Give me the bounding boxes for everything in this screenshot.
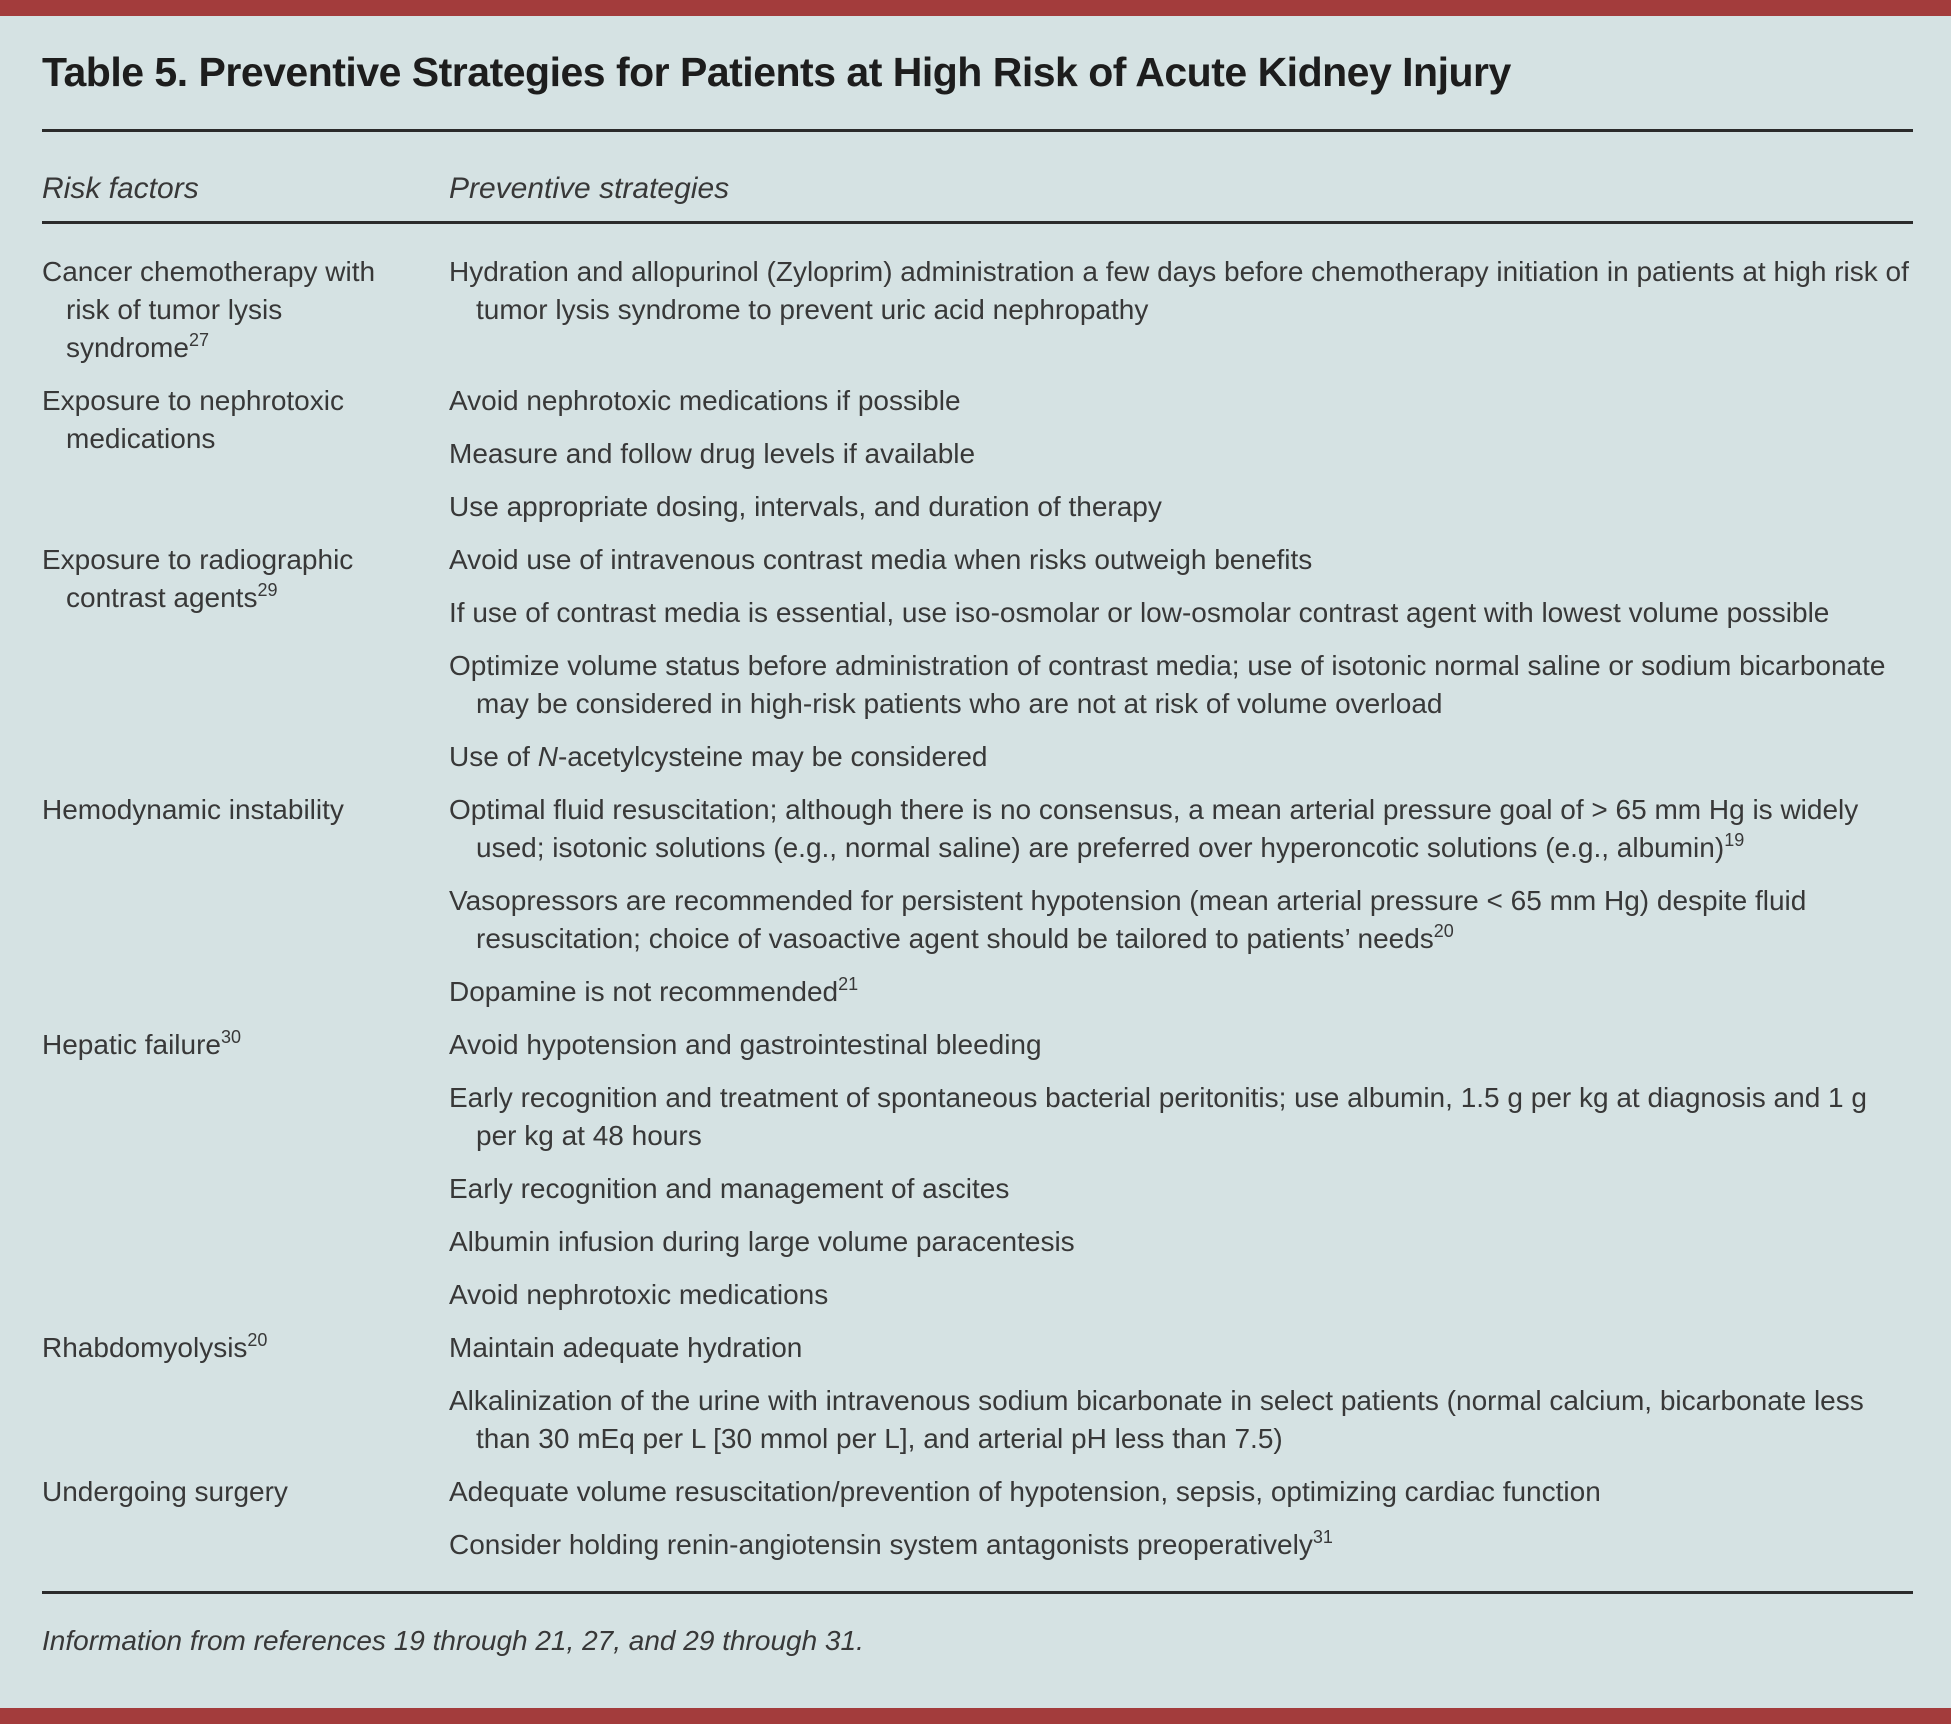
table-row	[42, 382, 1913, 541]
strategy-text: If use of contrast media is essential, use iso-osmolar or low-osmolar contrast agent with lowest volume possible	[449, 597, 1830, 628]
strategy-text: Hydration and allopurinol (Zyloprim) administration a few days before chemotherapy initiation in patients at high risk of tumor lysis syndrome to prevent uric acid nephropathy	[449, 256, 1909, 325]
rule-under-headers	[42, 221, 1913, 224]
table-row	[42, 791, 1913, 1026]
strategies-cell	[449, 1026, 1913, 1329]
footnote: Information from references 19 through 21, 27, and 29 through 31.	[42, 1625, 864, 1656]
strategy-text: Alkalinization of the urine with intravenous sodium bicarbonate in select patients (normal calcium, bicarbonate less than 30 mEq per L [30 mmol per L], and arterial pH less than 7.5)	[449, 1385, 1864, 1454]
strategy-text: Vasopressors are recommended for persistent hypotension (mean arterial pressure < 65 mm Hg) despite fluid resuscitation; choice of vasoactive agent should be tailored to patients’ needs$^{20}$	[449, 885, 1807, 954]
strategy-text: Dopamine is not recommended$^{21}$	[449, 974, 859, 1007]
risk-factor-cell	[42, 1329, 449, 1473]
table-row	[42, 253, 1913, 382]
risk-factor-cell	[42, 1026, 449, 1329]
strategy-text: Optimize volume status before administration of contrast media; use of isotonic normal saline or sodium bicarbonate may be considered in high-risk patients who are not at risk of volume overload	[449, 650, 1886, 719]
strategies-cell	[449, 541, 1913, 791]
strategy-text: Consider holding renin-angiotensin system antagonists preoperatively$^{31}$	[449, 1527, 1333, 1560]
column-header-preventive-strategies: Preventive strategies	[449, 172, 730, 205]
rule-under-title	[42, 129, 1913, 132]
strategy-text: Optimal fluid resuscitation; although there is no consensus, a mean arterial pressure goal of > 65 mm Hg is widely used; isotonic solutions (e.g., normal saline) are preferred over hyperoncotic solutions (e.g., albumin)$^{19}$	[449, 794, 1859, 863]
strategy-text: Measure and follow drug levels if available	[449, 438, 976, 469]
column-header-risk-factors: Risk factors	[42, 172, 199, 205]
strategies-cell	[449, 253, 1913, 382]
strategy-text: Avoid nephrotoxic medications	[449, 1279, 829, 1310]
table-row	[42, 1473, 1913, 1579]
strategies-cell	[449, 1329, 1913, 1473]
risk-factor-cell	[42, 253, 449, 382]
risk-factor-label: Cancer chemotherapy with risk of tumor lysis syndrome$^{27}$	[42, 256, 376, 363]
risk-factor-label: Hepatic failure$^{30}$	[42, 1027, 242, 1060]
table-content	[0, 48, 1951, 1658]
strategy-text: Albumin infusion during large volume paracentesis	[449, 1226, 1075, 1257]
table-row	[42, 1329, 1913, 1473]
strategy-text: Maintain adequate hydration	[449, 1332, 803, 1363]
strategy-text: Early recognition and management of ascites	[449, 1173, 1010, 1204]
strategy-text: Avoid nephrotoxic medications if possible	[449, 385, 961, 416]
rule-above-footnote	[42, 1591, 1913, 1594]
strategies-cell	[449, 1473, 1913, 1579]
strategy-text: Avoid use of intravenous contrast media when risks outweigh benefits	[449, 544, 1313, 575]
risk-factor-label: Hemodynamic instability	[42, 794, 344, 825]
table-row	[42, 1026, 1913, 1329]
table-title: Table 5. Preventive Strategies for Patients at High Risk of Acute Kidney Injury	[42, 49, 1511, 95]
strategies-cell	[449, 382, 1913, 541]
top-accent-bar	[0, 0, 1951, 16]
risk-factor-label: Undergoing surgery	[42, 1476, 288, 1507]
strategy-text: Use appropriate dosing, intervals, and duration of therapy	[449, 491, 1162, 522]
risk-factor-cell	[42, 541, 449, 791]
risk-factor-label: Rhabdomyolysis$^{20}$	[42, 1330, 268, 1363]
risk-factor-cell	[42, 791, 449, 1026]
strategy-text: Use of N-acetylcysteine may be considered	[449, 741, 988, 772]
risk-factor-label: Exposure to radiographic contrast agents$^{29}$	[42, 544, 354, 613]
strategy-text: Avoid hypotension and gastrointestinal bleeding	[449, 1029, 1042, 1060]
table-row	[42, 541, 1913, 791]
risk-factor-cell	[42, 1473, 449, 1579]
strategies-cell	[449, 791, 1913, 1026]
strategy-text: Early recognition and treatment of spontaneous bacterial peritonitis; use albumin, 1.5 g per kg at diagnosis and 1 g per kg at 48 hours	[449, 1082, 1867, 1151]
risk-factor-label: Exposure to nephrotoxic medications	[42, 385, 344, 454]
table-body	[42, 253, 1913, 1579]
column-header-row	[42, 172, 1913, 206]
risk-factor-cell	[42, 382, 449, 541]
strategy-text: Adequate volume resuscitation/prevention of hypotension, sepsis, optimizing cardiac function	[449, 1476, 1601, 1507]
bottom-accent-bar	[0, 1708, 1951, 1724]
